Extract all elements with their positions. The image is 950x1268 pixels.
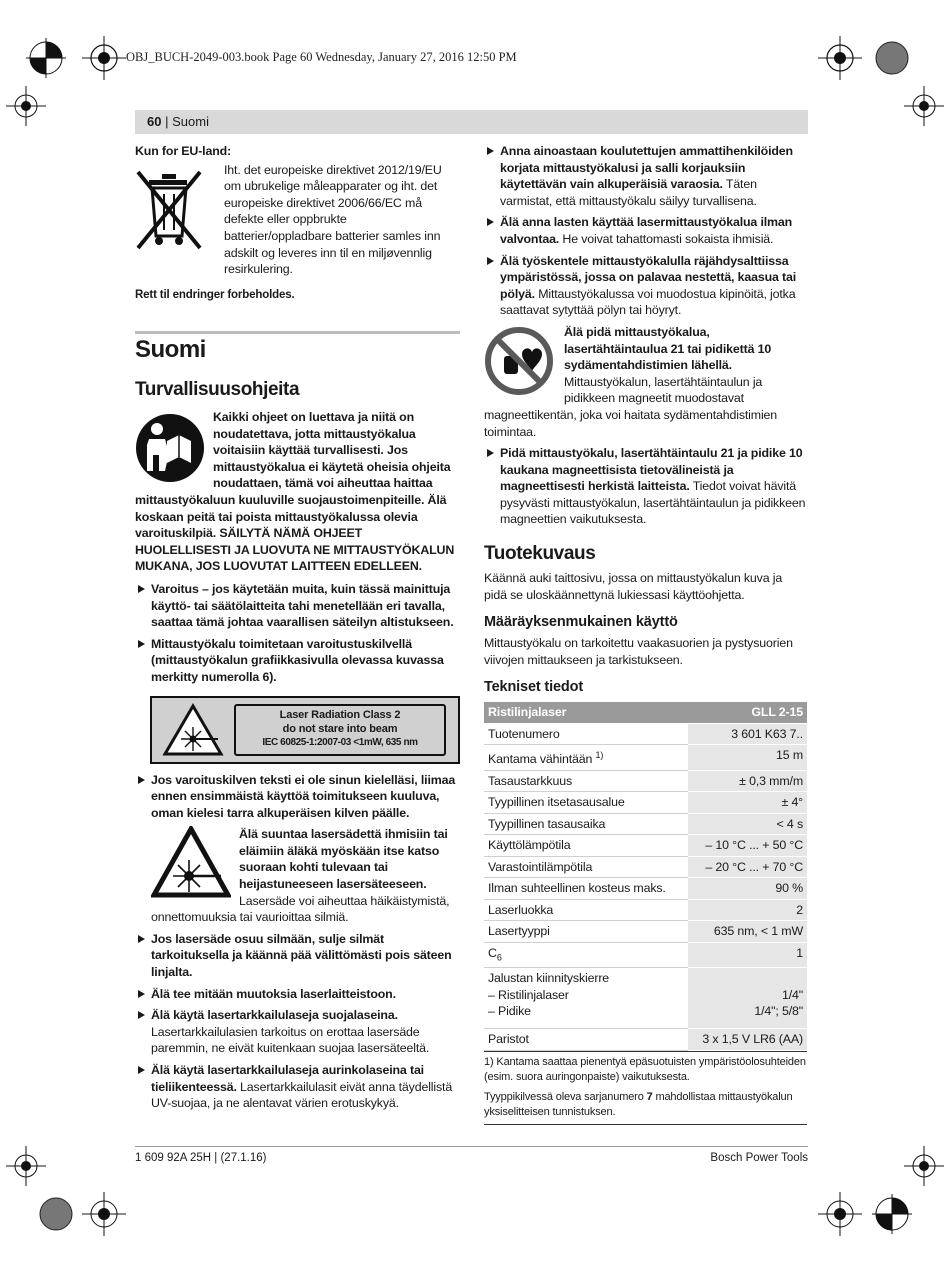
spec-value: – 10 °C ... + 50 °C <box>688 835 807 857</box>
label-line-3: IEC 60825-1:2007-03 <1mW, 635 nm <box>262 736 418 748</box>
spec-value: 3 601 K63 7.. <box>688 723 807 745</box>
header-language: Suomi <box>172 114 209 129</box>
gray-patch-icon <box>870 36 914 80</box>
list-item: Anna ainoastaan koulutettujen ammattihenkilöiden korjata mittaustyökalusi ja salli korjauksiin käytettävän vain alkuperäisiä varaosia. Täten varmistat, että mittaustyökalu säilyy turvallisena. <box>484 143 808 209</box>
table-header-row: Ristilinjalaser GLL 2-15 <box>484 702 807 723</box>
table-row <box>484 899 807 921</box>
header-separator: | <box>165 114 169 129</box>
laser-warning-icon <box>162 703 224 757</box>
table-row <box>484 878 807 900</box>
spec-label: Ilman suhteellinen kosteus maks. <box>484 878 688 900</box>
table-row <box>484 770 807 792</box>
specs-title: Tekniset tiedot <box>484 679 583 696</box>
footer-right: Bosch Power Tools <box>710 1152 808 1164</box>
table-row <box>484 1029 807 1051</box>
list-item: Jos lasersäde osuu silmään, sulje silmät tarkoituksella ja käännä pää välittömästi pois säteen linjalta. <box>135 931 460 981</box>
section-divider <box>135 331 460 334</box>
reserved-text: Rett til endringer forbeholdes. <box>135 288 295 301</box>
no-pacemaker-icon <box>484 326 554 396</box>
gray-patch-icon <box>34 1192 78 1236</box>
registration-mark-icon <box>82 36 126 80</box>
spec-label: Paristot <box>484 1029 688 1051</box>
spec-label: Tyypillinen tasausaika <box>484 813 688 835</box>
spec-label: Lasertyyppi <box>484 921 688 943</box>
crossed-bin-icon <box>135 164 203 252</box>
registration-mark-icon <box>904 1146 944 1186</box>
right-column <box>484 143 808 1125</box>
eu-heading: Kun for EU-land: <box>135 144 232 158</box>
list-item: Älä suuntaa lasersädettä ihmisiin tai eläimiin äläkä myöskään itse katso suoraan kohti tulevaan tai heijastuneeseen lasersäteeseen. Lasersäde voi aiheuttaa häikäistymistä, onnettomuuksia tai vaurioittaa silmiä. <box>151 827 450 925</box>
label-line-1: Laser Radiation Class 2 <box>279 708 401 721</box>
laser-warning-label <box>150 696 460 764</box>
registration-mark-icon <box>6 1146 46 1186</box>
list-item: Älä tee mitään muutoksia laserlaitteistoon. <box>135 986 460 1003</box>
laser-hazard-icon <box>151 826 231 898</box>
table-row <box>484 792 807 814</box>
footnote-1: 1) Kantama saattaa pienentyä epäsuotuisten ympäristöolosuhteiden (esim. suora auringonpaiste) vaikutuksesta. <box>484 1055 806 1083</box>
list-item: Älä käytä lasertarkkailulaseja aurinkolaseina tai tieliikenteessä. Lasertarkkailulasit eivät anna täydellistä UV-suojaa, ja ne alentavat värien erotuskykyä. <box>135 1062 460 1112</box>
eu-directive-text: Iht. det europeiske direktivet 2012/19/EU om ubrukelige måleapparater og iht. det europeiske direktivet 2006/66/EC må defekte eller oppbrukte batterier/oppladbare batterier samles inn adskilt og leveres inn til en miljøvennlig resirkulering. <box>224 162 442 277</box>
spec-label: Tasaustarkkuus <box>484 770 688 792</box>
spec-value: ± 4° <box>688 792 807 814</box>
spec-value: 90 % <box>688 878 807 900</box>
list-item: Mittaustyökalu toimitetaan varoitustuskilvellä (mittaustyökalun grafiikkasivulla olevassa kuvassa merkitty numerolla 6). <box>135 636 460 686</box>
spec-value: 635 nm, < 1 mW <box>688 921 807 943</box>
spec-value: 1/4" 1/4"; 5/8" <box>688 968 807 1029</box>
registration-target-icon <box>870 1192 914 1236</box>
table-row <box>484 856 807 878</box>
spec-label: Laserluokka <box>484 899 688 921</box>
registration-mark-icon <box>818 1192 862 1236</box>
list-item: Älä käytä lasertarkkailulaseja suojalaseina. Lasertarkkailulasien tarkoitus on erottaa lasersäde paremmin, ne eivät kuitenkaan suojaa lasersäteeltä. <box>135 1007 460 1057</box>
list-item: Älä pidä mittaustyökalua, lasertähtäintaulua 21 tai pidikettä 10 sydämentahdistimien lähellä. Mittaustyökalun, lasertähtäintaulun ja pidikkeen magneetit muodostavat magneettikentän, joka voi haitata sydämentahdistimien toimintaa. <box>484 324 778 439</box>
read-manual-icon <box>135 413 205 483</box>
serial-note: Tyyppikilvessä oleva sarjanumero 7 mahdollistaa mittaustyökalun yksiselitteisen tunnistuksen. <box>484 1090 793 1118</box>
product-text: Käännä auki taittosivu, jossa on mittaustyökalun kuva ja pidä se uloskäännettynä lukiessasi käyttöohjetta. <box>484 571 783 602</box>
list-item: Älä anna lasten käyttää lasermittaustyökalua ilman valvontaa. He voivat tahattomasti sokaista ihmisiä. <box>484 214 808 247</box>
spec-value: 15 m <box>688 745 807 770</box>
registration-mark-icon <box>818 36 862 80</box>
book-file-header: OBJ_BUCH-2049-003.book Page 60 Wednesday, January 27, 2016 12:50 PM <box>126 50 517 64</box>
spec-label: Varastointilämpötila <box>484 856 688 878</box>
page-header-bar <box>135 110 808 134</box>
table-row <box>484 813 807 835</box>
table-row <box>484 745 807 770</box>
table-row <box>484 835 807 857</box>
usage-title: Määräyksenmukainen käyttö <box>484 614 678 631</box>
spec-value: < 4 s <box>688 813 807 835</box>
list-item: Älä työskentele mittaustyökalulla räjähdysalttiissa ympäristössä, jossa on palavaa nestettä, kaasua tai pölyä. Mittaustyökalussa voi muodostua kipinöitä, jotka saattavat sytyttää pölyn tai höyryt. <box>484 253 808 319</box>
suomi-section <box>135 336 460 1117</box>
left-column <box>135 143 460 303</box>
spec-label: Tuotenumero <box>484 723 688 745</box>
safety-title: Turvallisuusohjeita <box>135 379 300 400</box>
label-line-2: do not stare into beam <box>282 722 398 735</box>
table-row <box>484 921 807 943</box>
spec-label: Käyttölämpötila <box>484 835 688 857</box>
registration-mark-icon <box>904 86 944 126</box>
table-row <box>484 942 807 967</box>
spec-value: 3 x 1,5 V LR6 (AA) <box>688 1029 807 1051</box>
spec-value: 2 <box>688 899 807 921</box>
spec-label: Jalustan kiinnityskierre – Ristilinjalaser – Pidike <box>484 968 688 1029</box>
spec-value: – 20 °C ... + 70 °C <box>688 856 807 878</box>
spec-value: ± 0,3 mm/m <box>688 770 807 792</box>
table-row <box>484 968 807 1029</box>
footer-left: 1 609 92A 25H | (27.1.16) <box>135 1152 267 1164</box>
registration-mark-icon <box>6 86 46 126</box>
spec-label: Tyypillinen itsetasausalue <box>484 792 688 814</box>
footer-rule <box>135 1146 808 1147</box>
product-title: Tuotekuvaus <box>484 543 596 565</box>
spec-value: 1 <box>688 942 807 967</box>
spec-label: Kantama vähintään $^{1)}$ <box>484 745 688 770</box>
page-number: 60 <box>147 114 162 129</box>
list-item: Varoitus – jos käytetään muita, kuin tässä mainittuja käyttö- tai säätölaitteita tahi menetellään eri tavalla, saattaa tämä johtaa vaarallisen säteilyn altistukseen. <box>135 581 460 631</box>
usage-text: Mittaustyökalu on tarkoitettu vaakasuorien ja pystysuorien viivojen mittaukseen ja tarkistukseen. <box>484 636 793 667</box>
suomi-title: Suomi <box>135 336 206 363</box>
safety-intro: Kaikki ohjeet on luettava ja niitä on noudatettava, jotta mittaustyökalua voitaisiin käyttää turvallisesti. Jos mittaustyökalua ei käytetä oheisia ohjeita noudattaen, tämä voi aiheuttaa haittaa mittaustyökaluun kuuluville suojaustoimenpiteille. Älä koskaan peitä tai poista mittaustyökalussa olevia varoituskilpiä. SÄILYTÄ NÄMÄ OHJEET HUOLELLISESTI JA LUOVUTA NE MITTAUSTYÖKALUN MUKANA, JOS LUOVUTAT LAITTEEN EDELLEEN. <box>135 410 455 574</box>
list-item: Pidä mittaustyökalu, lasertähtäintaulu 21 ja pidike 10 kaukana magneettisista tietovälineistä ja magneettisesti herkistä laitteista. Tiedot voivat hävitä pysyvästi mittaustyökalun, lasertähtäintaulun ja pidikkeen magneettien vaikutuksesta. <box>484 445 808 528</box>
registration-mark-icon <box>82 1192 126 1236</box>
table-row <box>484 723 807 745</box>
registration-target-icon <box>24 36 68 80</box>
list-item: Jos varoituskilven teksti ei ole sinun kielelläsi, liimaa ennen ensimmäistä käyttöä toimitukseen kuuluva, oman kielesi tarra alkuperäisen kilven päälle. <box>135 772 460 822</box>
spec-label: $C_6$ <box>484 942 688 967</box>
specs-table <box>484 702 807 1050</box>
